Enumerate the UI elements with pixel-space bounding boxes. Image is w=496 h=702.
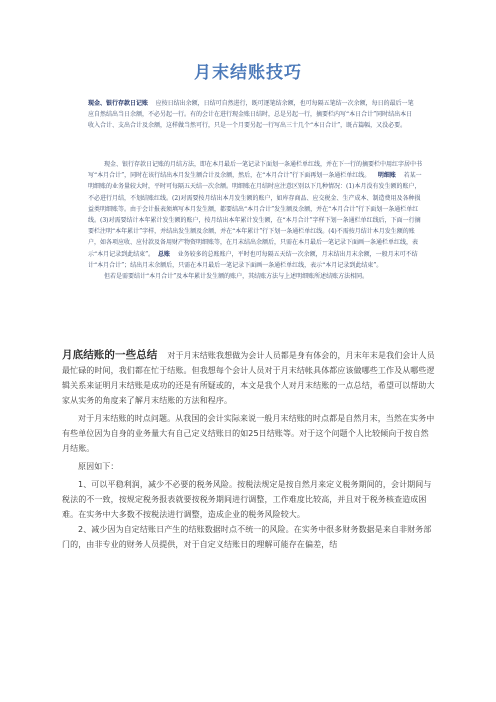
section-summary <box>62 348 436 552</box>
paragraph: 1、可以平稳利润，减少不必要的税务风险。按税法规定是按自然月来定义税务期间的，会计期间与税法的不一致，按规定税务报表就要按税务期间进行调整，工作难度比较高，并且对于税务核查造成困难。在实务中大多数不按税法进行调整，造成企业的税务风险较大。 <box>62 480 432 519</box>
paragraph <box>88 98 418 131</box>
paragraph-text: 若某一明细账的业务量较大时，平时可每隔五天结一次余额。明细账在月结时应注意区别以下几种情况：(1)本月没有发生额的账户，不必进行月结，不划结账红线。(2)对需要按月结出本月发生额的账户，如库存商品、应交税金、生产成本、制造费用及各种损益类明细账等。由于会计报表须填写本月发生额，都要结出“本月合计”发生额及余额，并在“本月合计”行下面划一条通栏单红线。(3)对需要结计本年累计发生额的账户，按月结出本年累计发生额，在“本月合计”字样下划一条通栏单红线后，下面一行摘要栏注明“本年累计”字样，并结出发生额及余额，并在“本年累计”行下划一条通栏单红线。(4)不需按月结计本月发生额的账户，如各项应收、应付款及备用财产物资明细账等，在月末结出余额后，只需在本月最后一笔记录下面画一条通栏单红线，表示“本月记录到此结束”。 <box>88 172 422 258</box>
paragraph-text: 现金、银行存款日记账的月结方法，即在本月最后一笔记录下面划一条通栏单红线，并在下一行的摘要栏中用红字居中书写“本月合计”，同时在该行结出本月发生额合计及余额，然后，在“本月合计”行下面再划一条通栏单红线。 <box>88 161 423 180</box>
section-heading: 月底结账的一些总结 <box>62 349 158 361</box>
bold-lead: 现金、银行存款日记账 <box>88 100 149 107</box>
paragraph-text: 业务较多的总账账户，平时也可每隔五天结一次余额，月末结出月末余额，一般月末可不结计“本月合计”；结出月末余额后，只需在本月最后一笔记录下面画一条通栏单红线，表示“本月记录到此结束”。 <box>88 250 418 269</box>
bold-lead: 明细账 <box>377 172 396 180</box>
paragraph: 原因如下： <box>78 462 119 471</box>
paragraph <box>88 159 422 271</box>
section-month-end-method <box>88 159 422 282</box>
paragraph: 2、减少因为自定结账日产生的结账数据时点不统一的风险。在实务中很多财务数据是来自非财务部门的，由非专业的财务人员提供，对于自定义结账日的理解可能存在偏差，结 <box>62 525 432 549</box>
paragraph <box>62 348 436 408</box>
bold-lead: 总账 <box>157 250 170 258</box>
paragraph-text: 对于月末结账我想做为会计人员都是身有体会的，月末年末是我们会计人员最忙碌的时间，我们都在忙于结账。但我想每个会计人员对于月末结帐具体都应该做哪些工作及从哪些逻辑关系来证明月末结账是成功的还是有所疑或的，本文是我个人对月末结账的一点总结，希望可以帮助大家从实务的角度来了解月末结账的方法和程序。 <box>62 351 435 405</box>
document-title: 月末结账技巧 <box>194 63 302 83</box>
section-cash-ledger <box>88 98 418 131</box>
paragraph: 但若是需要结计“本月合计”及本年累计发生额的账户，其结账方法与上述明细账所述结账方法相同。 <box>104 273 369 281</box>
paragraph-text: 应按日结出余额，日结可自然进行，既可逐笔结余额，也可每隔五笔结一次余额，每日的最后一笔应自然结出当日余额，不必另起一行。有的会计在进行现金账日结时，总是另起一行，摘要栏内写“本日合计”同时结出本日收入合计、支出合计及余额，这样做当然可行，只是一个月要另起一行写出三十几个“本日合计”，既占篇幅，又没必要。 <box>88 100 414 129</box>
paragraph: 对于月末结账的时点问题。从我国的会计实际来说一般月末结账的时点都是自然月末，当然在实务中有些单位因为自身的业务量大有自己定义结账日的如25日结账等。对于这个问题个人比较倾向于按自然月结账。 <box>62 414 435 453</box>
